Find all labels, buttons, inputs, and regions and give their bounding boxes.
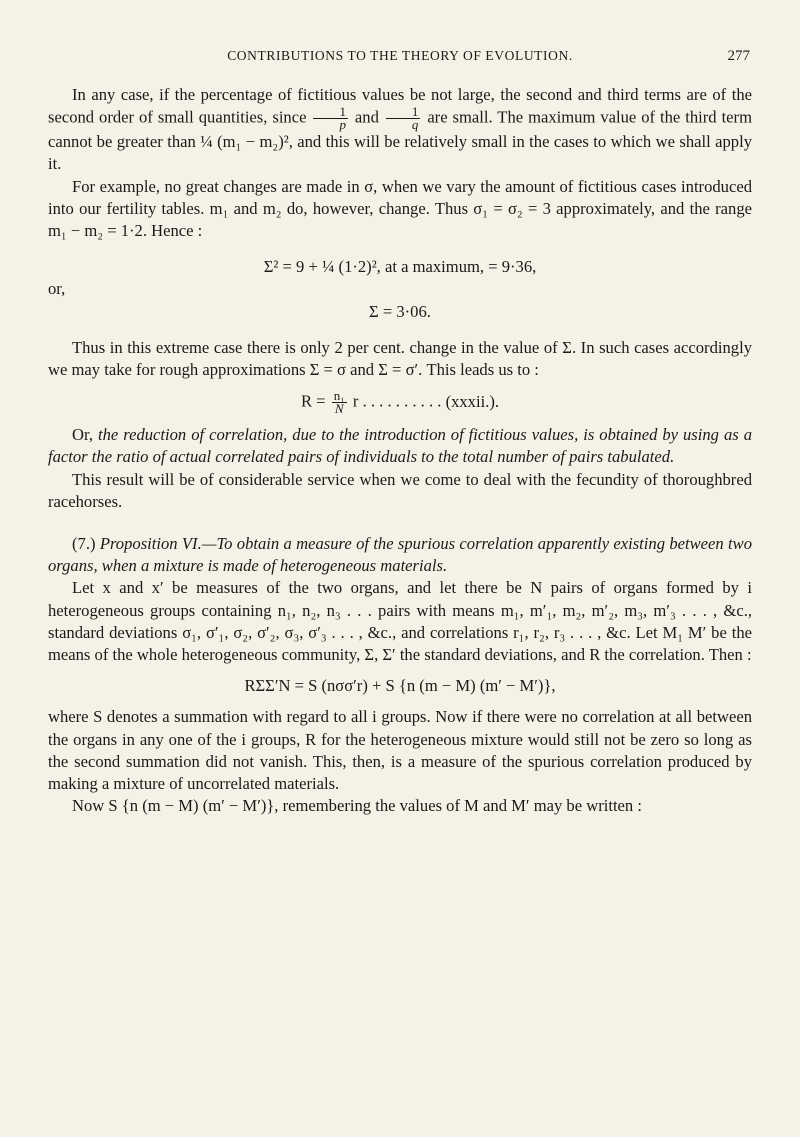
fraction-1-over-q	[386, 106, 421, 131]
paragraph-3: Thus in this extreme case there is only 2 per cent. change in the value of Σ. In such cases accordingly we may take for rough approximations Σ = σ and Σ = σ′. This leads us to :	[48, 337, 752, 380]
equation-xxxii	[48, 390, 752, 415]
fraction-numerator: 1	[313, 106, 348, 119]
paragraph-1	[48, 84, 752, 176]
running-header	[50, 48, 750, 68]
page-number: 277	[727, 48, 750, 64]
or-label: or,	[48, 279, 66, 299]
paragraph-1-text-a: In any case, if the percentage of fictitious values be not large, the second and third terms are of the second order of small quantities, since	[48, 85, 752, 127]
equation-number: (xxxii.).	[445, 391, 500, 411]
page-body	[48, 84, 752, 817]
fraction-denominator: N	[334, 401, 344, 417]
paragraph-1-text-b: are small. The maximum value of the third term cannot be greater than ¼ (m₁ − m₂)², and this will be relatively small in the cases to which we shall apply it.	[48, 107, 752, 174]
equation-xxxii-lhs: R =	[300, 391, 326, 411]
proposition-label: (7.)	[72, 534, 96, 554]
equation-sigma: Σ = 3·06.	[369, 301, 431, 321]
header-title: CONTRIBUTIONS TO THE THEORY OF EVOLUTION.	[227, 48, 573, 63]
paragraph-8: Now S {n (m − M) (m′ − M′)}, remembering the values of M and M′ may be written :	[72, 796, 642, 816]
equation-correlation-sum: RΣΣ′N = S (nσσ′r) + S {n (m − M) (m′ − M′)},	[244, 676, 556, 696]
paragraph-4	[48, 424, 752, 468]
paragraph-4-or: Or,	[72, 425, 93, 445]
fraction-numerator: n₁	[333, 388, 345, 404]
equation-xxxii-rhs: r . . . . . . . . . .	[352, 391, 442, 411]
paragraph-2: For example, no great changes are made in σ, when we vary the amount of fictitious cases introduced into our fertility tables. m₁ and m₂ do, however, change. Thus σ₁ = σ₂ = 3 approximately, and the range m₁ − m₂ = 1·2. Hence :	[48, 176, 752, 241]
paragraph-6: Let x and x′ be measures of the two organs, and let there be N pairs of organs formed by i heterogeneous groups containing n₁, n₂, n₃ . . . pairs with means m₁, m′₁, m₂, m′₂, m₃, m′₃ . . . , &c., standard deviations σ₁, σ′₁, σ₂, σ′₂, σ₃, σ′₃ . . . , &c., and correlations r₁, r₂, r₃ . . . , &c. Let M₁ M′ be the means of the whole heterogeneous community, Σ, Σ′ the standard deviations, and R the correlation. Then :	[48, 578, 752, 665]
paragraph-1-and: and	[354, 107, 379, 127]
fraction-denominator: p	[339, 117, 346, 133]
paragraph-4-italic: the reduction of correlation, due to the introduction of fictitious values, is obtained by using as a factor the ratio of actual correlated pairs of individuals to the total number of pairs tabulated.	[48, 425, 752, 467]
equation-sigma-squared: Σ² = 9 + ¼ (1·2)², at a maximum, = 9·36,	[263, 257, 537, 277]
fraction-n1-over-N	[332, 390, 347, 415]
paragraph-7: where S denotes a summation with regard to all i groups. Now if there were no correlation at all between the organs in any one of the i groups, R for the heterogeneous mixture would still not be zero so long as the second summation did not vanish. This, then, is a measure of the spurious correlation produced by making a mixture of uncorrelated materials.	[48, 707, 752, 794]
paragraph-5: This result will be of considerable service when we come to deal with the fecundity of thoroughbred racehorses.	[48, 469, 752, 511]
fraction-numerator: 1	[386, 106, 421, 119]
fraction-denominator: q	[411, 117, 419, 133]
proposition-title: Proposition VI.—To obtain a measure of the spurious correlation apparently existing between two organs, when a mixture is made of heterogeneous materials.	[48, 534, 752, 576]
fraction-1-over-p	[313, 106, 348, 131]
proposition-heading	[48, 533, 752, 577]
